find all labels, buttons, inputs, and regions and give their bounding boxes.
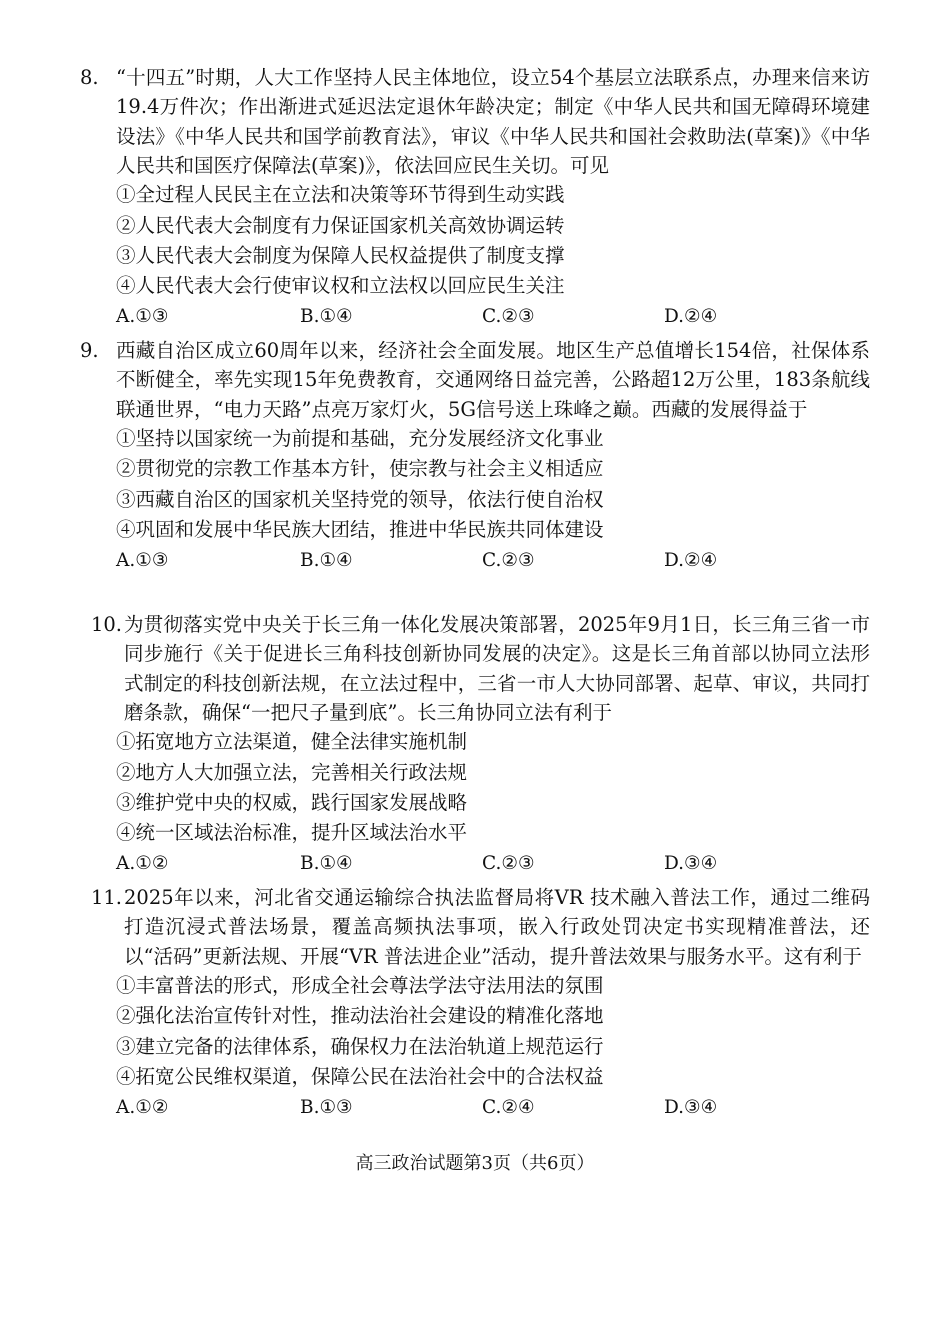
question-stem: 2025年以来，河北省交通运输综合执法监督局将VR 技术融入普法工作，通过二维码打造沉浸式普法场景，覆盖高频执法事项，嵌入行政处罚决定书实现精准普法，还以“活码”更新法规、开展“VR 普法进企业”活动，提升普法效果与服务水平。这有利于 bbox=[124, 886, 870, 968]
answer-choice-c: C.②③ bbox=[482, 852, 535, 874]
answer-choice-c: C.②④ bbox=[482, 1096, 535, 1118]
answer-choice-a: A.①③ bbox=[116, 305, 169, 327]
answer-choice-d: D.③④ bbox=[664, 1096, 718, 1118]
option-item: ②地方人大加强立法，完善相关行政法规 bbox=[116, 760, 468, 784]
answer-choice-a: A.①② bbox=[116, 1096, 169, 1118]
option-item: ②人民代表大会制度有力保证国家机关高效协调运转 bbox=[116, 213, 565, 237]
question-number: 9. bbox=[80, 339, 99, 362]
option-item: ①丰富普法的形式，形成全社会尊法学法守法用法的氛围 bbox=[116, 973, 604, 997]
question-number: 8. bbox=[80, 66, 99, 89]
option-list bbox=[116, 180, 870, 302]
answer-choice-d: D.②④ bbox=[664, 549, 718, 571]
question-number: 11. bbox=[90, 886, 122, 909]
question-8 bbox=[80, 63, 870, 331]
option-item: ④统一区域法治标准，提升区域法治水平 bbox=[116, 821, 468, 845]
answer-choices bbox=[116, 302, 870, 331]
answer-choices bbox=[116, 849, 870, 878]
answer-choice-a: A.①③ bbox=[116, 549, 169, 571]
option-item: ④拓宽公民维权渠道，保障公民在法治社会中的合法权益 bbox=[116, 1065, 604, 1089]
option-item: ②强化法治宣传针对性，推动法治社会建设的精准化落地 bbox=[116, 1004, 604, 1028]
answer-choice-c: C.②③ bbox=[482, 305, 535, 327]
option-list bbox=[116, 971, 870, 1093]
question-stem: “十四五”时期，人大工作坚持人民主体地位，设立54个基层立法联系点，办理来信来访19.4万件次；作出渐进式延迟法定退休年龄决定；制定《中华人民共和国无障碍环境建设法》《中华人民共和国学前教育法》，审议《中华人民共和国社会救助法(草案)》《中华人民共和国医疗保障法(草案)》，依法回应民生关切。可见 bbox=[116, 66, 870, 177]
option-item: ②贯彻党的宗教工作基本方针，使宗教与社会主义相适应 bbox=[116, 457, 604, 481]
option-item: ③人民代表大会制度为保障人民权益提供了制度支撑 bbox=[116, 244, 565, 267]
question-9 bbox=[80, 336, 870, 575]
option-item: ③建立完备的法律体系，确保权力在法治轨道上规范运行 bbox=[116, 1034, 604, 1058]
answer-choices bbox=[116, 546, 870, 575]
option-item: ③维护党中央的权威，践行国家发展战略 bbox=[116, 791, 468, 814]
answer-choice-d: D.②④ bbox=[664, 305, 718, 327]
question-10 bbox=[80, 610, 870, 878]
answer-choice-b: B.①④ bbox=[300, 549, 353, 571]
option-item: ④巩固和发展中华民族大团结，推进中华民族共同体建设 bbox=[116, 518, 604, 542]
question-stem: 西藏自治区成立60周年以来，经济社会全面发展。地区生产总值增长154倍，社保体系不断健全，率先实现15年免费教育，交通网络日益完善，公路超12万公里，183条航线联通世界，“电力天路”点亮万家灯火，5G信号送上珠峰之巅。西藏的发展得益于 bbox=[116, 339, 870, 421]
option-item: ④人民代表大会行使审议权和立法权以回应民生关注 bbox=[116, 274, 565, 298]
question-number: 10. bbox=[90, 613, 122, 636]
option-item: ③西藏自治区的国家机关坚持党的领导，依法行使自治权 bbox=[116, 487, 604, 511]
option-list bbox=[116, 424, 870, 546]
page-footer: 高三政治试题第3页（共6页） bbox=[355, 1153, 595, 1174]
option-item: ①拓宽地方立法渠道，健全法律实施机制 bbox=[116, 730, 468, 754]
option-list bbox=[116, 727, 870, 849]
question-stem: 为贯彻落实党中央关于长三角一体化发展决策部署，2025年9月1日，长三角三省一市同步施行《关于促进长三角科技创新协同发展的决定》。这是长三角首部以协同立法形式制定的科技创新法规，在立法过程中，三省一市人大协同部署、起草、审议，共同打磨条款，确保“一把尺子量到底”。长三角协同立法有利于 bbox=[124, 613, 870, 724]
option-item: ①坚持以国家统一为前提和基础，充分发展经济文化事业 bbox=[116, 426, 604, 450]
answer-choices bbox=[116, 1093, 870, 1122]
answer-choice-a: A.①② bbox=[116, 852, 169, 874]
answer-choice-b: B.①③ bbox=[300, 1096, 353, 1118]
option-item: ①全过程人民民主在立法和决策等环节得到生动实践 bbox=[116, 183, 565, 207]
answer-choice-d: D.③④ bbox=[664, 852, 718, 874]
answer-choice-c: C.②③ bbox=[482, 549, 535, 571]
answer-choice-b: B.①④ bbox=[300, 305, 353, 327]
answer-choice-b: B.①④ bbox=[300, 852, 353, 874]
question-11 bbox=[80, 883, 870, 1122]
